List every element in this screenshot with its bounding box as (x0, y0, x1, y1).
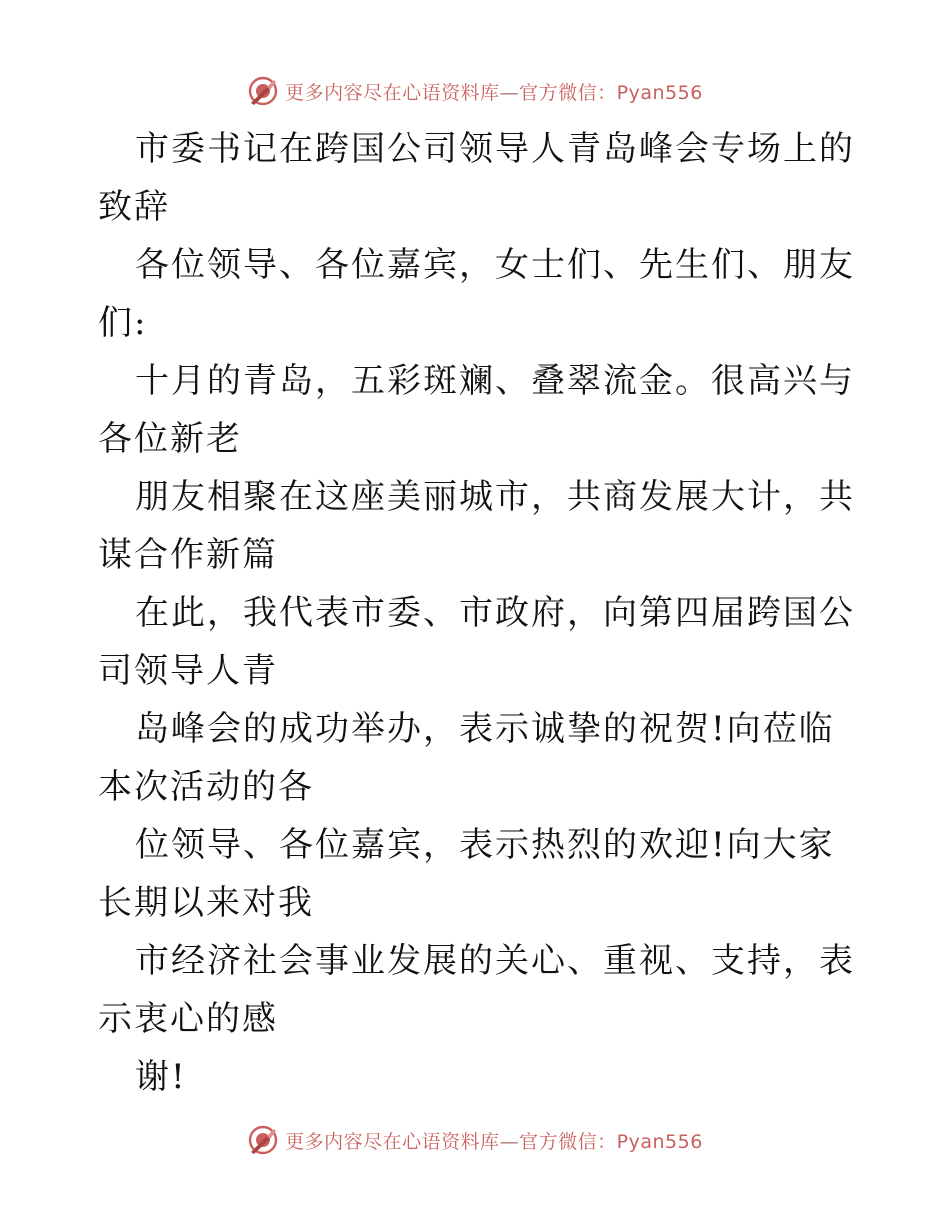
header-wechat-label: 官方微信：Pyan556 (519, 81, 703, 104)
footer-banner (0, 1120, 950, 1160)
paragraph: 在此，我代表市委、市政府，向第四届跨国公司领导人青 (98, 593, 855, 691)
paragraph: 岛峰会的成功举办，表示诚挚的祝贺!向莅临本次活动的各 (98, 709, 835, 807)
header-separator: — (499, 81, 520, 104)
header-banner-text (285, 78, 703, 105)
footer-separator: — (499, 1130, 520, 1153)
footer-banner-text (285, 1127, 703, 1154)
paragraph: 朋友相聚在这座美丽城市，共商发展大计，共谋合作新篇 (98, 477, 855, 575)
header-site-name: 更多内容尽在心语资料库 (285, 81, 500, 104)
header-banner (0, 71, 950, 111)
document-title: 市委书记在跨国公司领导人青岛峰会专场上的致辞 (98, 129, 855, 227)
paragraph: 十月的青岛，五彩斑斓、叠翠流金。很高兴与各位新老 (98, 361, 855, 459)
paragraph: 各位领导、各位嘉宾，女士们、先生们、朋友们: (98, 245, 855, 343)
paragraph: 谢! (135, 1057, 187, 1097)
paragraph: 位领导、各位嘉宾，表示热烈的欢迎!向大家长期以来对我 (98, 825, 835, 923)
paragraph: 市经济社会事业发展的关心、重视、支持，表示衷心的感 (98, 941, 855, 1039)
footer-wechat-label: 官方微信：Pyan556 (519, 1130, 703, 1153)
pen-logo-icon (247, 75, 279, 107)
document-body (98, 120, 858, 1106)
footer-site-name: 更多内容尽在心语资料库 (285, 1130, 500, 1153)
pen-logo-icon (247, 1124, 279, 1156)
